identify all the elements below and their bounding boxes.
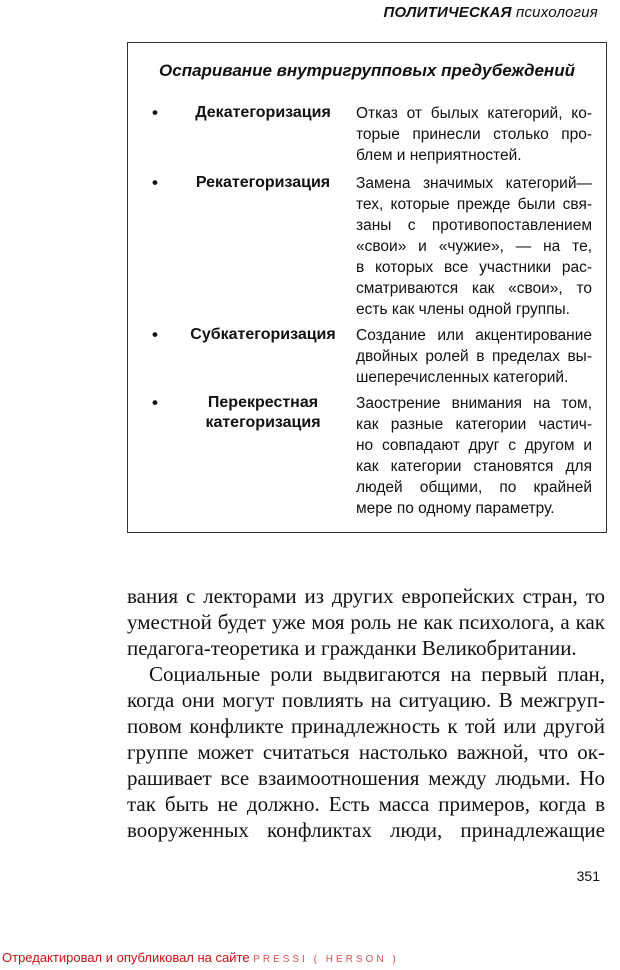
body-line: уместной будет уже моя роль не как психолога, а как bbox=[127, 610, 605, 634]
definition-line: сматриваются как «свои», то bbox=[356, 280, 592, 297]
definition-line: есть как члены одной группы. bbox=[356, 301, 570, 318]
definition-line: Заострение внимания на том, bbox=[356, 395, 592, 412]
bullet: • bbox=[152, 103, 158, 122]
bullet: • bbox=[152, 325, 158, 344]
sidebar-box bbox=[127, 42, 607, 533]
definition-line: торые принесли столько про- bbox=[356, 126, 592, 143]
entry-definition bbox=[356, 103, 592, 166]
sidebar-title: Оспаривание внутригрупповых предубеждений bbox=[159, 61, 575, 80]
body-line: группе может считаться настолько важной, что ок- bbox=[127, 740, 605, 764]
definition-line: шеперечисленных категорий. bbox=[356, 369, 569, 386]
definition-line: в которых все участники рас- bbox=[356, 259, 592, 276]
bullet: • bbox=[152, 393, 158, 412]
running-header-bold: ПОЛИТИЧЕСКАЯ bbox=[383, 4, 512, 21]
footer-credit-text: Отредактировал и опубликовал на сайте bbox=[2, 950, 250, 965]
definition-line: Создание или акцентирование bbox=[356, 327, 592, 344]
term-line: Субкатегоризация bbox=[190, 326, 336, 343]
body-line: повом конфликте принадлежность к той или другой bbox=[127, 714, 605, 738]
definition-line: двойных ролей в пределах вы- bbox=[356, 348, 592, 365]
running-header-regular: психология bbox=[516, 4, 598, 21]
definition-line: людей общими, по крайней bbox=[356, 479, 592, 496]
definition-line: Замена значимых категорий— bbox=[356, 175, 592, 192]
footer-site-link[interactable]: PRESSI ( HERSON ) bbox=[253, 954, 399, 965]
definition-line: как разные категории частич- bbox=[356, 416, 592, 433]
entry-definition bbox=[356, 325, 592, 388]
body-line: так быть не должно. Есть масса примеров, когда в bbox=[127, 792, 605, 816]
definition-line: блем и неприятностей. bbox=[356, 147, 522, 164]
running-header bbox=[383, 4, 598, 21]
entry-definition bbox=[356, 393, 592, 519]
definition-line: тех, которые прежде были свя- bbox=[356, 196, 592, 213]
entry-term bbox=[178, 173, 348, 193]
entry-term bbox=[178, 103, 348, 123]
body-line: педагога-теоретика и гражданки Великобритании. bbox=[127, 636, 577, 660]
definition-line: как категории становятся для bbox=[356, 458, 592, 475]
entry-definition bbox=[356, 173, 592, 320]
body-paragraphs bbox=[127, 583, 605, 843]
body-line: рашивает все взаимоотношения между людьми. Но bbox=[127, 766, 605, 790]
term-line: Перекрестная bbox=[207, 394, 319, 411]
definition-line: но совпадают друг с другом и bbox=[356, 437, 592, 454]
term-line: категоризация bbox=[205, 414, 321, 431]
body-line: когда они могут повлиять на ситуацию. В межгруп- bbox=[127, 688, 605, 712]
footer-credit bbox=[2, 950, 399, 965]
definition-line: заны с противопоставлением bbox=[356, 217, 592, 234]
term-line: Рекатегоризация bbox=[195, 174, 331, 191]
definition-line: «свои» и «чужие», — на те, bbox=[356, 238, 592, 255]
definition-line: Отказ от былых категорий, ко- bbox=[356, 105, 592, 122]
term-line: Декатегоризация bbox=[195, 104, 331, 121]
body-line: вания с лекторами из других европейских стран, то bbox=[127, 584, 605, 608]
body-line: Социальные роли выдвигаются на первый план, bbox=[149, 662, 605, 686]
entry-term bbox=[178, 325, 348, 345]
entry-term bbox=[178, 393, 348, 433]
definition-line: мере по одному параметру. bbox=[356, 500, 555, 517]
page-number: 351 bbox=[576, 868, 600, 884]
bullet: • bbox=[152, 173, 158, 192]
body-line: вооруженных конфликтах люди, принадлежащие bbox=[127, 818, 605, 842]
